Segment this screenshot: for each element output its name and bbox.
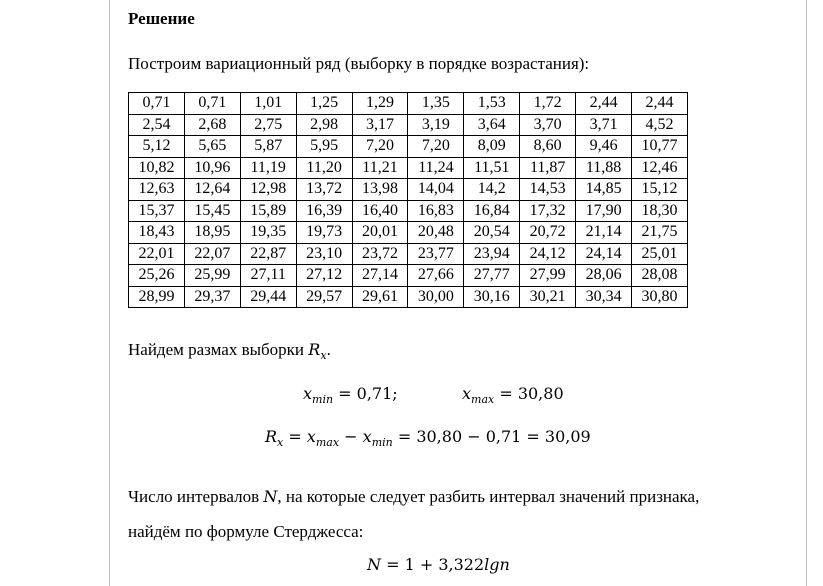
variation-series-table [128, 92, 688, 308]
range-paragraph: Найдем размах выборки $R_x$. [128, 340, 331, 362]
table-cell: 1,29 [352, 93, 408, 115]
table-row [129, 179, 688, 201]
table-cell: 25,01 [632, 243, 688, 265]
table-cell: 5,95 [296, 136, 352, 158]
table-cell: 8,60 [520, 136, 576, 158]
table-cell: 14,04 [408, 179, 464, 201]
table-cell: 23,72 [352, 243, 408, 265]
table-cell: 3,70 [520, 114, 576, 136]
table-cell: 2,68 [184, 114, 240, 136]
range-text: Найдем размах выборки [128, 340, 305, 359]
table-cell: 18,43 [129, 222, 185, 244]
table-cell: 9,46 [576, 136, 632, 158]
table-row [129, 93, 688, 115]
table-cell: 5,12 [129, 136, 185, 158]
table-cell: 11,51 [464, 157, 520, 179]
table-cell: 29,37 [184, 286, 240, 308]
table-cell: 15,89 [240, 200, 296, 222]
range-formula: $R_x = x_{max} - x_{min} = 30,80 - 0,71 = 30,09$ [265, 427, 591, 449]
table-cell: 15,45 [184, 200, 240, 222]
table-cell: 30,00 [408, 286, 464, 308]
table-cell: 14,2 [464, 179, 520, 201]
table-cell: 27,12 [296, 265, 352, 287]
table-cell: 19,35 [240, 222, 296, 244]
table-row [129, 200, 688, 222]
table-cell: 17,32 [520, 200, 576, 222]
table-cell: 15,12 [632, 179, 688, 201]
range-symbol: R [308, 340, 321, 359]
table-row [129, 136, 688, 158]
table-cell: 29,61 [352, 286, 408, 308]
section-heading: Решение [128, 9, 195, 28]
table-cell: 1,53 [464, 93, 520, 115]
table-cell: 3,64 [464, 114, 520, 136]
table-cell: 19,73 [296, 222, 352, 244]
table-cell: 2,54 [129, 114, 185, 136]
table-cell: 0,71 [184, 93, 240, 115]
table-cell: 24,14 [576, 243, 632, 265]
table-cell: 28,08 [632, 265, 688, 287]
table-cell: 16,39 [296, 200, 352, 222]
intervals-text-rest: , на которые следует разбить интервал значений признака, [277, 487, 700, 506]
intervals-paragraph-line2: найдём по формуле Стерджесса: [128, 522, 364, 541]
table-cell: 22,87 [240, 243, 296, 265]
table-row [129, 157, 688, 179]
table-cell: 29,44 [240, 286, 296, 308]
intervals-symbol: N [263, 487, 278, 506]
table-cell: 8,09 [464, 136, 520, 158]
table-cell: 23,77 [408, 243, 464, 265]
table-cell: 28,99 [129, 286, 185, 308]
table-cell: 7,20 [408, 136, 464, 158]
xmin-value: 0,71 [356, 384, 393, 403]
table-cell: 1,25 [296, 93, 352, 115]
table-cell: 7,20 [352, 136, 408, 158]
table-cell: 14,53 [520, 179, 576, 201]
table-cell: 23,94 [464, 243, 520, 265]
table-cell: 11,88 [576, 157, 632, 179]
table-cell: 1,01 [240, 93, 296, 115]
page-border-right [806, 0, 807, 586]
table-cell: 1,72 [520, 93, 576, 115]
table-cell: 20,48 [408, 222, 464, 244]
table-cell: 16,83 [408, 200, 464, 222]
table-cell: 27,14 [352, 265, 408, 287]
table-cell: 11,19 [240, 157, 296, 179]
table-cell: 2,98 [296, 114, 352, 136]
table-cell: 12,63 [129, 179, 185, 201]
table-cell: 14,85 [576, 179, 632, 201]
table-row [129, 114, 688, 136]
table-cell: 27,99 [520, 265, 576, 287]
table-cell: 27,66 [408, 265, 464, 287]
sturges-rhs: 1 + 3,322 [404, 555, 485, 574]
table-row [129, 265, 688, 287]
table-cell: 12,98 [240, 179, 296, 201]
table-cell: 16,84 [464, 200, 520, 222]
table-cell: 30,80 [632, 286, 688, 308]
table-cell: 16,40 [352, 200, 408, 222]
table-cell: 13,72 [296, 179, 352, 201]
table-cell: 12,64 [184, 179, 240, 201]
table-cell: 22,01 [129, 243, 185, 265]
intro-paragraph: Построим вариационный ряд (выборку в порядке возрастания): [128, 54, 590, 73]
table-cell: 11,87 [520, 157, 576, 179]
table-row [129, 286, 688, 308]
table-cell: 2,44 [632, 93, 688, 115]
xmax-formula: $x_{max} = 30,80$ [462, 384, 564, 406]
table-cell: 10,77 [632, 136, 688, 158]
intervals-paragraph-line1 [128, 487, 699, 507]
table-cell: 17,90 [576, 200, 632, 222]
table-row [129, 243, 688, 265]
table-cell: 11,24 [408, 157, 464, 179]
range-calculation: 30,80 − 0,71 = 30,09 [416, 427, 591, 446]
table-cell: 27,11 [240, 265, 296, 287]
table-cell: 23,10 [296, 243, 352, 265]
table-cell: 0,71 [129, 93, 185, 115]
table-cell: 11,21 [352, 157, 408, 179]
table-cell: 20,54 [464, 222, 520, 244]
table-cell: 10,96 [184, 157, 240, 179]
table-cell: 22,07 [184, 243, 240, 265]
table-cell: 3,19 [408, 114, 464, 136]
table-cell: 29,57 [296, 286, 352, 308]
table-cell: 25,26 [129, 265, 185, 287]
table-cell: 12,46 [632, 157, 688, 179]
page-border-left [109, 0, 110, 586]
table-cell: 1,35 [408, 93, 464, 115]
table-cell: 25,99 [184, 265, 240, 287]
table-cell: 5,65 [184, 136, 240, 158]
sturges-formula: N = 1 + 3,322lgn [367, 555, 510, 574]
table-cell: 30,16 [464, 286, 520, 308]
table-cell: 20,72 [520, 222, 576, 244]
intervals-text: Число интервалов [128, 487, 260, 506]
table-cell: 2,75 [240, 114, 296, 136]
table-cell: 28,06 [576, 265, 632, 287]
table-cell: 27,77 [464, 265, 520, 287]
table-cell: 30,34 [576, 286, 632, 308]
table-row [129, 222, 688, 244]
table-cell: 18,95 [184, 222, 240, 244]
xmin-formula: $x_{min} = 0,71$; [303, 384, 398, 406]
table-cell: 15,37 [129, 200, 185, 222]
table-cell: 24,12 [520, 243, 576, 265]
sturges-lgn: lgn [484, 555, 510, 574]
table-cell: 5,87 [240, 136, 296, 158]
table-cell: 10,82 [129, 157, 185, 179]
table-cell: 4,52 [632, 114, 688, 136]
table-cell: 18,30 [632, 200, 688, 222]
range-subscript: x [320, 349, 327, 362]
table-cell: 30,21 [520, 286, 576, 308]
xmax-value: 30,80 [517, 384, 564, 403]
table-cell: 13,98 [352, 179, 408, 201]
table-cell: 3,71 [576, 114, 632, 136]
table-cell: 3,17 [352, 114, 408, 136]
table-cell: 11,20 [296, 157, 352, 179]
table-cell: 21,14 [576, 222, 632, 244]
table-cell: 2,44 [576, 93, 632, 115]
table-cell: 20,01 [352, 222, 408, 244]
table-cell: 21,75 [632, 222, 688, 244]
